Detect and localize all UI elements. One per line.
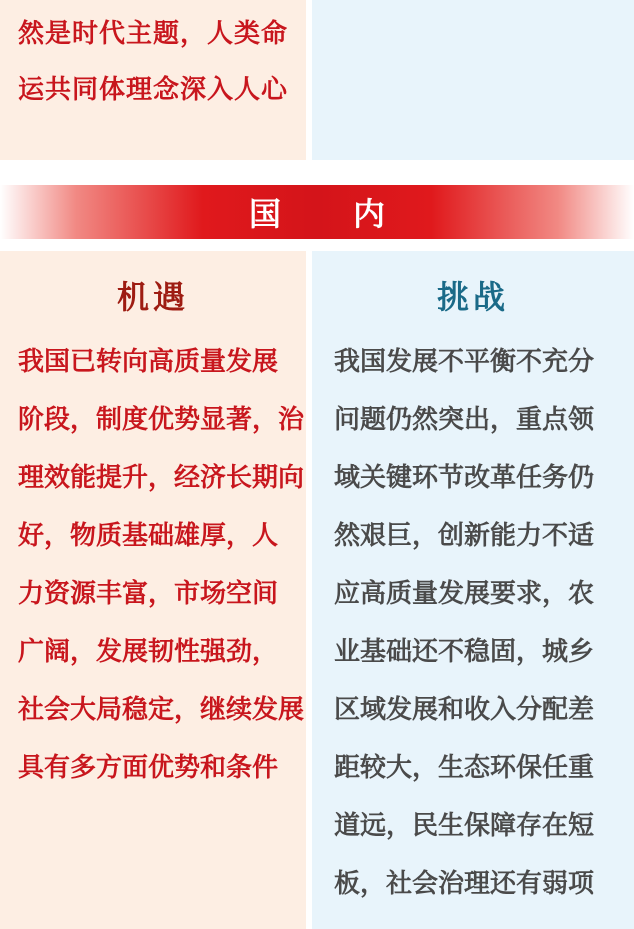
top-left-text bbox=[18, 6, 306, 118]
text-line: 理效能提升，经济长期向 bbox=[18, 463, 305, 493]
text-line: 区域发展和收入分配差 bbox=[334, 695, 595, 725]
text-line: 我国发展不平衡不充分 bbox=[334, 347, 595, 377]
text-line: 域关键环节改革任务仍 bbox=[334, 463, 595, 493]
text-line: 应高质量发展要求，农 bbox=[334, 579, 595, 609]
text-line: 阶段，制度优势显著，治 bbox=[18, 405, 305, 435]
text-line: 然艰巨，创新能力不适 bbox=[334, 521, 595, 551]
text-line: 距较大，生态环保任重 bbox=[334, 753, 595, 783]
text-line: 问题仍然突出，重点领 bbox=[334, 405, 595, 435]
top-left-panel bbox=[0, 0, 306, 160]
top-right-panel bbox=[312, 0, 634, 160]
challenge-text bbox=[334, 333, 634, 913]
opportunity-panel bbox=[0, 251, 306, 929]
top-section bbox=[0, 0, 634, 164]
text-line: 运共同体理念深入人心 bbox=[18, 75, 289, 105]
text-line: 广阔，发展韧性强劲， bbox=[18, 637, 279, 667]
text-line: 力资源丰富，市场空间 bbox=[18, 579, 279, 609]
text-line: 好，物质基础雄厚，人 bbox=[18, 521, 279, 551]
opportunity-heading: 机遇 bbox=[116, 278, 189, 316]
banner-label: 国内 bbox=[248, 195, 457, 233]
opportunity-text bbox=[18, 333, 306, 797]
text-line: 业基础还不稳固，城乡 bbox=[334, 637, 595, 667]
text-line: 板，社会治理还有弱项 bbox=[334, 869, 595, 899]
text-line: 然是时代主题，人类命 bbox=[18, 19, 289, 49]
text-line: 具有多方面优势和条件 bbox=[18, 753, 279, 783]
challenge-panel bbox=[312, 251, 634, 929]
text-line: 道远，民生保障存在短 bbox=[334, 811, 595, 841]
text-line: 我国已转向高质量发展 bbox=[18, 347, 279, 377]
challenge-heading: 挑战 bbox=[436, 278, 509, 316]
text-line: 社会大局稳定，继续发展 bbox=[18, 695, 305, 725]
domestic-banner bbox=[0, 185, 634, 239]
